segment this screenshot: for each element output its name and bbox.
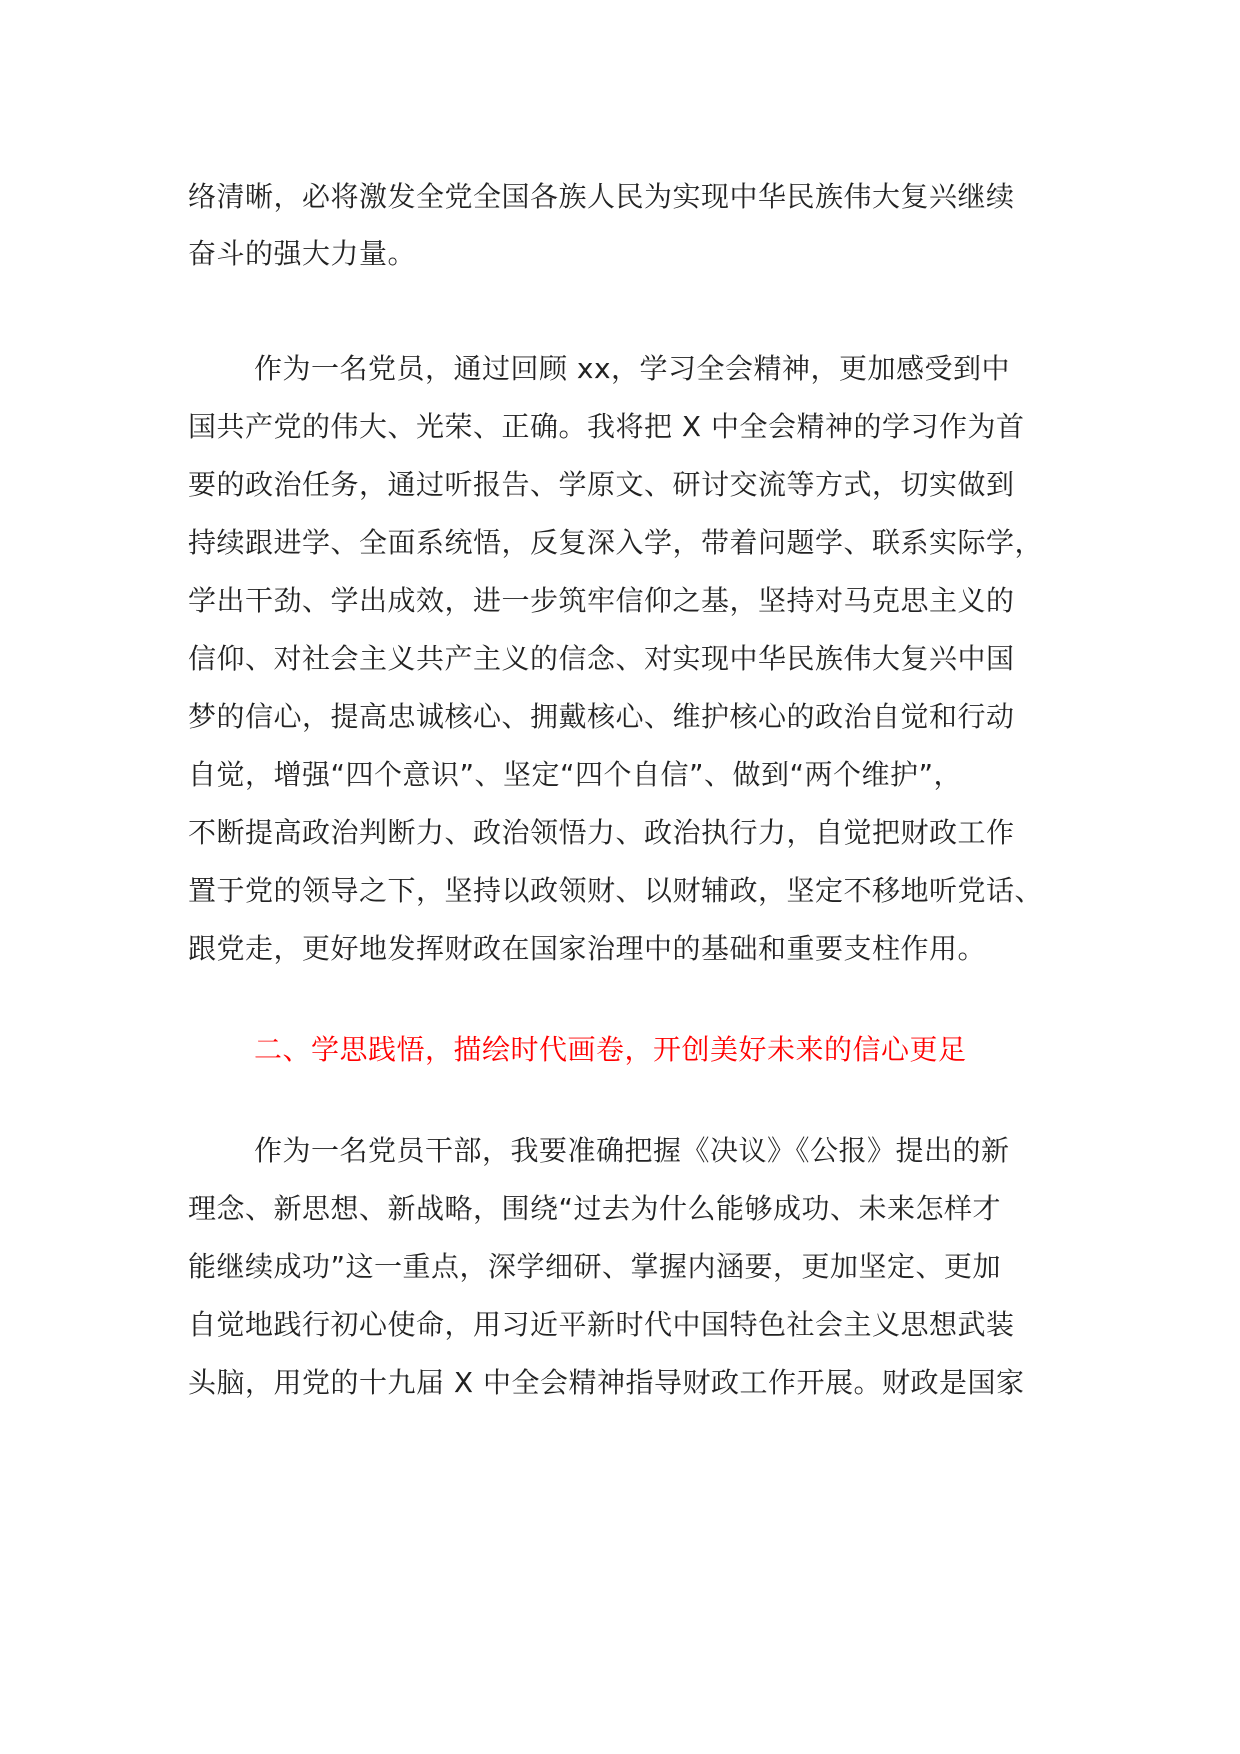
- paragraph-2-line-11: 跟党走，更好地发挥财政在国家治理中的基础和重要支柱作用。: [188, 932, 987, 965]
- paragraph-3-line-3: 能继续成功”这一重点，深学细研、掌握内涵要，更加坚定、更加: [188, 1250, 1002, 1283]
- section-heading: 二、学思践悟，描绘时代画卷，开创美好未来的信心更足: [254, 1033, 967, 1066]
- paragraph-2-line-1: 作为一名党员，通过回顾 xx，学习全会精神，更加感受到中: [254, 352, 1011, 385]
- paragraph-2-line-6: 信仰、对社会主义共产主义的信念、对实现中华民族伟大复兴中国: [188, 642, 1015, 675]
- paragraph-2-line-2: 国共产党的伟大、光荣、正确。我将把 X 中全会精神的学习作为首: [188, 410, 1025, 443]
- paragraph-1-line-2: 奋斗的强大力量。: [188, 237, 417, 270]
- paragraph-2-line-7: 梦的信心，提高忠诚核心、拥戴核心、维护核心的政治自觉和行动: [188, 700, 1015, 733]
- paragraph-3-line-5: 头脑，用党的十九届 X 中全会精神指导财政工作开展。财政是国家: [188, 1366, 1025, 1399]
- paragraph-1-line-1: 络清晰，必将激发全党全国各族人民为实现中华民族伟大复兴继续: [188, 180, 1015, 213]
- paragraph-2-line-10: 置于党的领导之下，坚持以政领财、以财辅政，坚定不移地听党话、: [188, 874, 1044, 907]
- paragraph-2-line-9: 不断提高政治判断力、政治领悟力、政治执行力，自觉把财政工作: [188, 816, 1015, 849]
- paragraph-3-line-1: 作为一名党员干部，我要准确把握《决议》《公报》提出的新: [254, 1134, 1010, 1167]
- paragraph-2-line-5: 学出干劲、学出成效，进一步筑牢信仰之基，坚持对马克思主义的: [188, 584, 1015, 617]
- paragraph-3-line-4: 自觉地践行初心使命，用习近平新时代中国特色社会主义思想武装: [188, 1308, 1015, 1341]
- paragraph-2-line-8: 自觉，增强“四个意识”、坚定“四个自信”、做到“两个维护”，: [188, 758, 963, 791]
- paragraph-2-line-3: 要的政治任务，通过听报告、学原文、研讨交流等方式，切实做到: [188, 468, 1015, 501]
- paragraph-2-line-4: 持续跟进学、全面系统悟，反复深入学，带着问题学、联系实际学，: [188, 526, 1044, 559]
- paragraph-3-line-2: 理念、新思想、新战略，围绕“过去为什么能够成功、未来怎样才: [188, 1192, 1002, 1225]
